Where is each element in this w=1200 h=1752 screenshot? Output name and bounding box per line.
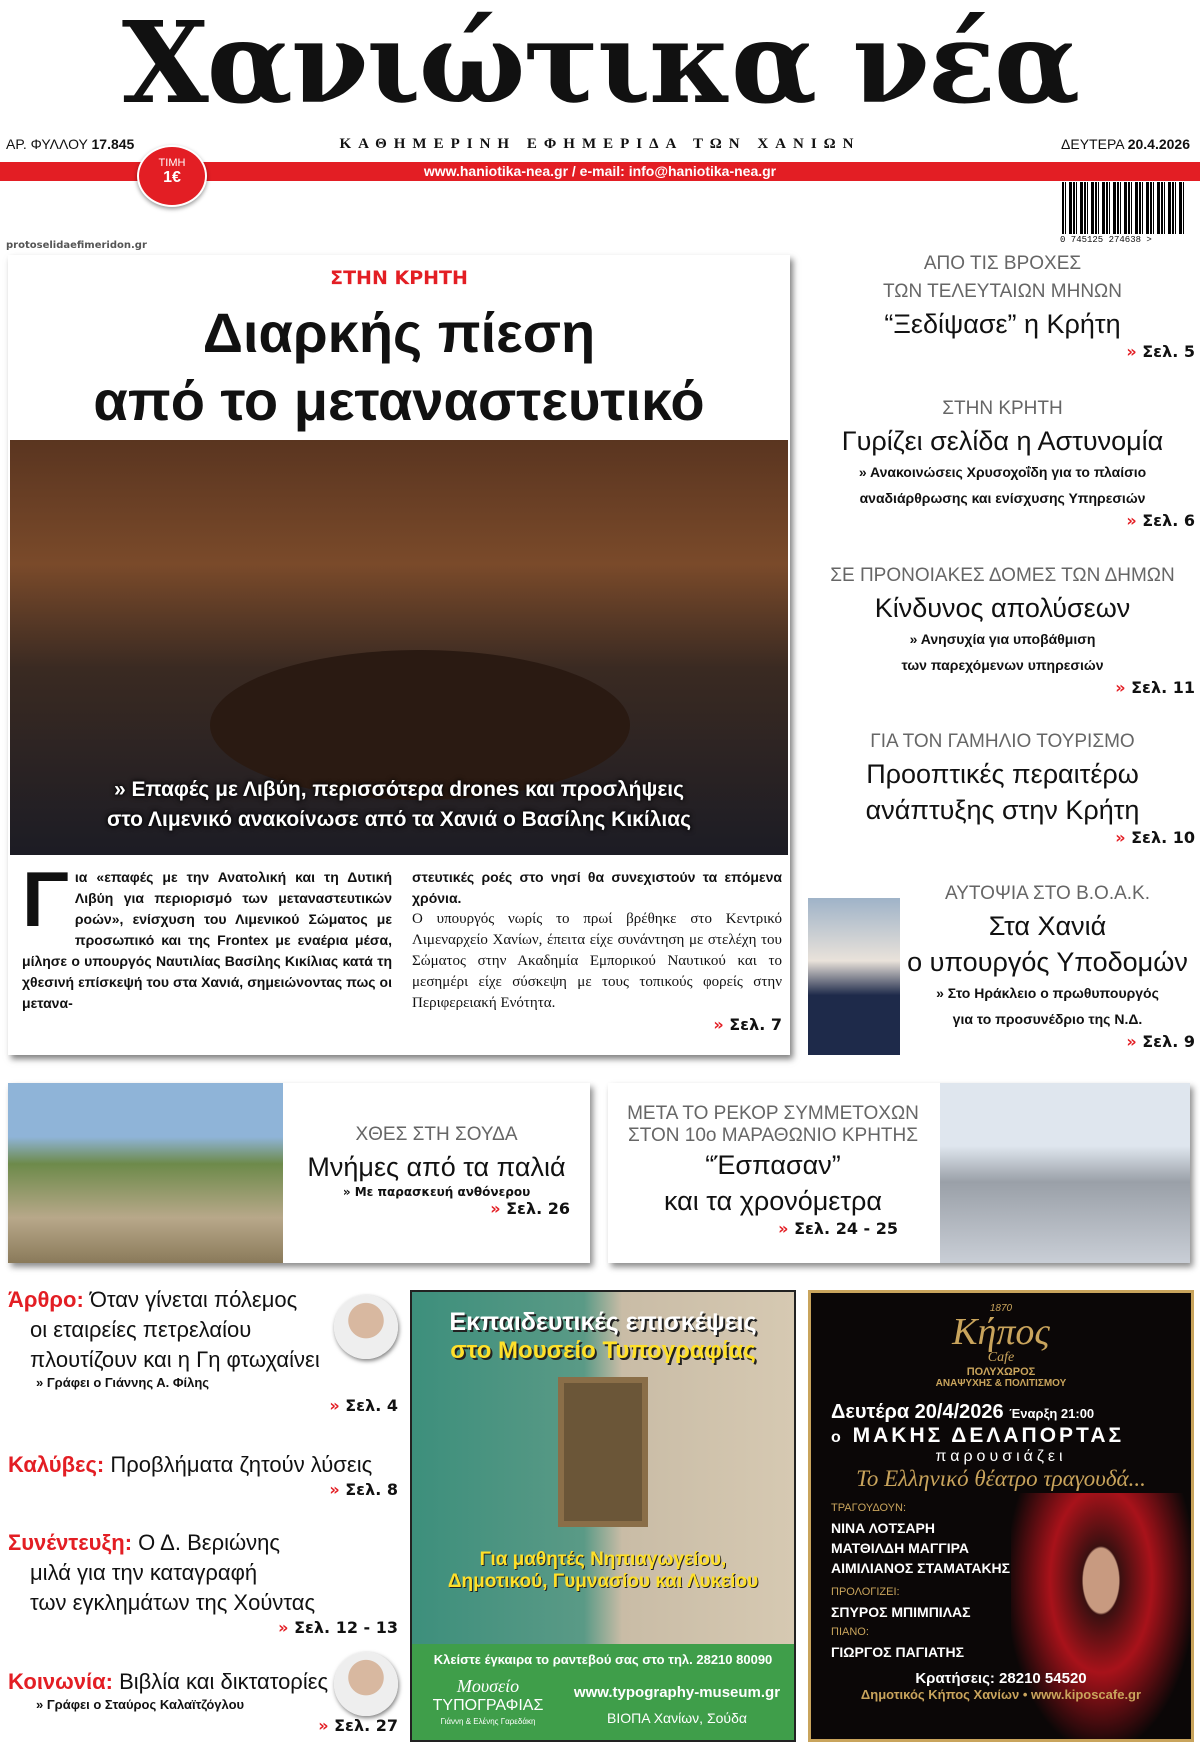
event-start: Έναρξη 21:00: [1009, 1406, 1095, 1421]
arrow-icon: »: [490, 1199, 501, 1218]
arrow-icon: »: [1126, 511, 1137, 530]
page-ref[interactable]: [810, 342, 1195, 361]
logo-text: Μουσείο: [456, 1676, 520, 1696]
story-title: ανάπτυξης στην Κρήτη: [865, 795, 1140, 825]
arrow-icon: »: [1115, 678, 1126, 697]
lead-col1: ια «επαφές με την Ανατολική και τη Δυτική Λιβύη για περιορισμό των μεταναστευτικών ροών», ενίσχυση του Λιμενικού Σώματος με προσωπικό και της Frontex με εναέρια μέσα, μίλησε ο υπουργός Ναυτιλίας Βασίλης Κικίλιας κατά τη χθεσινή επίσκεψή του στα Χανιά, σημειώνοντας πως οι μετανα-: [22, 869, 392, 1011]
museum-logo: [418, 1676, 558, 1728]
minister-photo: [808, 898, 900, 1055]
barcode-number: 0 745125 274638 >: [1060, 235, 1152, 245]
date: 20.4.2026: [1127, 136, 1190, 152]
story-sub: » Στο Ηράκλειο ο πρωθυπουργός: [936, 985, 1159, 1001]
ad-audience: Δημοτικού, Γυμνασίου και Λυκείου: [447, 1571, 759, 1592]
sidebar-story-3[interactable]: [810, 562, 1195, 697]
printing-press-illustration: [558, 1377, 648, 1527]
story-title: Μνήμες από τα παλιά: [307, 1152, 566, 1182]
story-kicker: ΑΥΤΟΨΙΑ ΣΤΟ Β.Ο.Α.Κ.: [944, 883, 1150, 904]
story-kicker: ΧΘΕΣ ΣΤΗ ΣΟΥΔΑ: [355, 1124, 518, 1145]
issue-value: 17.845: [91, 136, 135, 152]
ad-title: στο Μουσείο Τυπογραφίας: [450, 1337, 756, 1364]
sidebar-story-2[interactable]: [810, 395, 1195, 530]
story-sub: » Με παρασκευή ανθόνερου: [342, 1185, 531, 1199]
pianist: ΓΙΩΡΓΟΣ ΠΑΓΙΑΤΗΣ: [831, 1644, 964, 1660]
event-date: Δευτέρα 20/4/2026: [831, 1401, 1004, 1423]
credit-label: ΤΡΑΓΟΥΔΟΥΝ:: [831, 1502, 907, 1514]
brand-desc: ΠΟΛΥΧΩΡΟΣ: [966, 1366, 1036, 1378]
author-avatar: [334, 1652, 398, 1716]
brief-text: μιλά για την καταγραφή: [30, 1560, 258, 1585]
presents: παρουσιάζει: [935, 1448, 1067, 1465]
page-ref-label: Σελ. 24 - 25: [794, 1219, 898, 1238]
story-title: Στα Χανιά: [988, 911, 1107, 941]
brief-label: Συνέντευξη:: [8, 1530, 133, 1555]
story-title: και τα χρονόμετρα: [664, 1186, 882, 1216]
story-kicker: ΣΕ ΠΡΟΝΟΙΑΚΕΣ ΔΟΜΕΣ ΤΩΝ ΔΗΜΩΝ: [830, 565, 1175, 586]
lead-story[interactable]: [8, 255, 790, 1055]
price-badge: [137, 145, 207, 207]
arrow-icon: »: [318, 1716, 329, 1735]
brief-text: Βιβλία και δικτατορίες: [119, 1669, 329, 1694]
story-kicker: ΑΠΟ ΤΙΣ ΒΡΟΧΕΣ: [923, 253, 1082, 274]
page-ref[interactable]: [810, 678, 1195, 697]
story-sub: για το προσυνέδριο της Ν.Δ.: [952, 1011, 1143, 1027]
story-sub: » Ανακοινώσεις Χρυσοχοΐδη για το πλαίσιο: [858, 464, 1147, 480]
page-ref[interactable]: [810, 828, 1195, 847]
brand-desc: ΑΝΑΨΥΧΗΣ & ΠΟΛΙΤΙΣΜΟΥ: [935, 1378, 1067, 1389]
arrow-icon: »: [329, 1480, 340, 1499]
sidebar-story-5[interactable]: [900, 880, 1195, 1051]
brief-text: Ο Δ. Βεριώνης: [138, 1530, 280, 1555]
page-ref[interactable]: [8, 1396, 398, 1415]
page-ref[interactable]: [8, 1480, 398, 1499]
page-ref-label: Σελ. 12 - 13: [294, 1618, 398, 1637]
story-kicker: ΤΩΝ ΤΕΛΕΥΤΑΙΩΝ ΜΗΝΩΝ: [883, 281, 1122, 302]
arrow-icon: »: [778, 1219, 789, 1238]
arrow-icon: »: [713, 1015, 724, 1034]
ad-audience: Για μαθητές Νηπιαγωγείου,: [479, 1549, 727, 1570]
page-ref-label: Σελ. 6: [1142, 511, 1195, 530]
brief-text: οι εταιρείες πετρελαίου: [30, 1317, 252, 1342]
byline: » Γράφει ο Γιάννης Α. Φίλης: [36, 1375, 210, 1390]
page-ref[interactable]: [283, 1199, 590, 1218]
page-ref-label: Σελ. 8: [345, 1480, 398, 1499]
brief-text: πλουτίζουν και η Γη φτωχαίνει: [30, 1347, 320, 1372]
ad-address: ΒΙΟΠΑ Χανίων, Σούδα: [607, 1710, 747, 1726]
story-title: ο υπουργός Υποδομών: [907, 947, 1188, 977]
lead-title-1: Διαρκής πίεση: [202, 301, 596, 364]
price-label: ΤΙΜΗ: [158, 157, 186, 169]
drop-cap: Γ: [22, 855, 69, 943]
story-title: Προοπτικές περαιτέρω: [866, 759, 1139, 789]
brief-label: Καλύβες:: [8, 1452, 105, 1477]
lead-body: [22, 855, 782, 1035]
story-sub: των παρεχόμενων υπηρεσιών: [901, 657, 1104, 673]
logo-text: Γιάννη & Ελένης Γαρεδάκη: [440, 1717, 536, 1726]
marathon-photo: [940, 1083, 1190, 1263]
day: ΔΕΥΤΕΡΑ: [1061, 136, 1124, 152]
sidebar-story-1[interactable]: [810, 250, 1195, 361]
singer: ΝΙΝΑ ΛΟΤΣΑΡΗ: [831, 1520, 935, 1536]
arrow-icon: »: [1126, 342, 1137, 361]
photo-caption-2: στο Λιμενικό ανακοίνωσε από τα Χανιά ο Βασίλης Κικίλιας: [106, 808, 692, 831]
story-title: “Έσπασαν”: [705, 1150, 841, 1180]
price-value: 1€: [163, 169, 181, 186]
tagline: ΚΑΘΗΜΕΡΙΝΗ ΕΦΗΜΕΡΙΔΑ ΤΩΝ ΧΑΝΙΩΝ: [339, 136, 861, 152]
ad-title: Εκπαιδευτικές επισκέψεις: [449, 1308, 757, 1336]
lead-kicker: ΣΤΗΝ ΚΡΗΤΗ: [330, 267, 468, 289]
author-avatar: [334, 1295, 398, 1359]
brief-kalyves[interactable]: [8, 1450, 398, 1499]
marathon-story[interactable]: [608, 1083, 1190, 1263]
sidebar-story-4[interactable]: [810, 728, 1195, 847]
ad-footer: [412, 1644, 794, 1740]
story-kicker: ΜΕΤΑ ΤΟ ΡΕΚΟΡ ΣΥΜΜΕΤΟΧΩΝ: [627, 1103, 919, 1124]
singer: ΜΑΤΘΙΛΔΗ ΜΑΓΓΙΡΑ: [831, 1540, 969, 1556]
page-ref[interactable]: [8, 1716, 398, 1735]
arrow-icon: »: [278, 1618, 289, 1637]
page-ref-label: Σελ. 27: [334, 1716, 398, 1735]
issue-label: ΑΡ. ΦΥΛΛΟΥ: [6, 136, 88, 152]
page-ref-label: Σελ. 11: [1131, 678, 1195, 697]
page-ref[interactable]: [810, 511, 1195, 530]
page-ref[interactable]: [608, 1219, 938, 1238]
brand-logo: Κήπος: [952, 1311, 1050, 1353]
arrow-icon: »: [329, 1396, 340, 1415]
story-kicker: ΣΤΟΝ 10ο ΜΑΡΑΘΩΝΙΟ ΚΡΗΤΗΣ: [628, 1125, 918, 1146]
brand-sub: Cafe: [987, 1350, 1015, 1365]
story-kicker: ΣΤΗΝ ΚΡΗΤΗ: [942, 398, 1063, 419]
brief-article[interactable]: [8, 1285, 398, 1415]
contact-bar[interactable]: www.haniotika-nea.gr / e-mail: info@haniotika-nea.gr: [0, 162, 1200, 181]
logo-text: ΤΥΠΟΓΡΑΦΙΑΣ: [432, 1697, 544, 1714]
credit-label: ΠΙΑΝΟ:: [831, 1626, 869, 1638]
issue-number: [6, 136, 134, 152]
booking-phone: Κρατήσεις: 28210 54520: [915, 1670, 1087, 1687]
page-ref-label: Σελ. 9: [1142, 1032, 1195, 1051]
story-title: Γυρίζει σελίδα η Αστυνομία: [841, 426, 1164, 456]
venue-url[interactable]: Δημοτικός Κήπος Χανίων • www.kiposcafe.gr: [860, 1687, 1142, 1702]
arrow-icon: »: [1126, 1032, 1137, 1051]
museum-ad[interactable]: [410, 1290, 796, 1742]
brief-label: Άρθρο:: [8, 1287, 84, 1312]
kipos-cafe-ad[interactable]: [808, 1290, 1194, 1742]
brief-interview[interactable]: [8, 1528, 398, 1637]
page-ref-label: Σελ. 10: [1131, 828, 1195, 847]
lead-col2: Ο υπουργός νωρίς το πρωί βρέθηκε στο Κεντρικό Λιμεναρχείο Χανίων, έπειτα είχε συνάντηση με στελέχη του Σώματος στην Ακαδημία Εμπορικού Ναυτικού και το μεσημέρι είχε σύσκεψη με τους τοπικούς φορείς στην Περιφερειακή Ενότητα.: [412, 911, 782, 1011]
page-ref[interactable]: [900, 1032, 1195, 1051]
story-title: Κίνδυνος απολύσεων: [874, 593, 1131, 623]
souda-story[interactable]: [8, 1083, 590, 1263]
story-sub: » Ανησυχία για υποβάθμιση: [909, 631, 1096, 647]
show-title: Το Ελληνικό θέατρο τραγουδά...: [856, 1466, 1146, 1491]
singer: ΑΙΜΙΛΙΑΝΟΣ ΣΤΑΜΑΤΑΚΗΣ: [831, 1560, 1011, 1576]
page-ref-label: Σελ. 5: [1142, 342, 1195, 361]
marathon-text: [608, 1103, 938, 1238]
photo-caption-1: » Επαφές με Λιβύη, περισσότερα drones και προσλήψεις: [113, 778, 685, 801]
artist-name: ΜΑΚΗΣ ΔΕΛΑΠΟΡΤΑΣ: [852, 1424, 1125, 1447]
credit-label: ΠΡΟΛΟΓΙΖΕΙ:: [831, 1586, 900, 1598]
ad-phone: Κλείστε έγκαιρα το ραντεβού σας στο τηλ. 28210 80090: [433, 1652, 773, 1667]
presenter: ΣΠΥΡΟΣ ΜΠΙΜΠΙΛΑΣ: [831, 1604, 971, 1620]
lead-photo: [10, 440, 788, 855]
souda-text: [283, 1121, 590, 1218]
barcode: [1062, 182, 1184, 234]
page-ref-label: Σελ. 4: [345, 1396, 398, 1415]
story-title: “Ξεδίψασε” η Κρήτη: [884, 309, 1121, 339]
artist-prefix: ο: [831, 1429, 844, 1446]
ad-url[interactable]: www.typography-museum.gr: [573, 1684, 781, 1701]
brand-year: 1870: [989, 1303, 1013, 1314]
source-credit: protoselidaefimeridon.gr: [6, 240, 147, 251]
arrow-icon: »: [1115, 828, 1126, 847]
brief-text: Όταν γίνεται πόλεμος: [89, 1287, 298, 1312]
brief-label: Κοινωνία:: [8, 1669, 113, 1694]
lead-title-2: από το μεταναστευτικό: [93, 369, 705, 432]
issue-date: [1061, 136, 1190, 152]
page-ref-label: Σελ. 7: [729, 1015, 782, 1034]
story-kicker: ΓΙΑ ΤΟΝ ΓΑΜΗΛΙΟ ΤΟΥΡΙΣΜΟ: [870, 731, 1135, 752]
souda-photo: [8, 1083, 283, 1263]
brief-text: των εγκλημάτων της Χούντας: [30, 1590, 316, 1615]
lead-col2-bold: στευτικές ροές στο νησί θα συνεχιστούν τα επόμενα χρόνια.: [412, 869, 782, 906]
story-sub: αναδιάρθρωσης και ενίσχυσης Υπηρεσιών: [859, 490, 1146, 506]
page-ref[interactable]: [412, 1014, 782, 1035]
byline: » Γράφει ο Σταύρος Καλαϊτζόγλου: [36, 1697, 245, 1712]
page-ref[interactable]: [8, 1618, 398, 1637]
brief-text: Προβλήματα ζητούν λύσεις: [110, 1452, 373, 1477]
page-ref-label: Σελ. 26: [506, 1199, 570, 1218]
newspaper-masthead: Χανιώτικα νέα: [121, 0, 1079, 129]
